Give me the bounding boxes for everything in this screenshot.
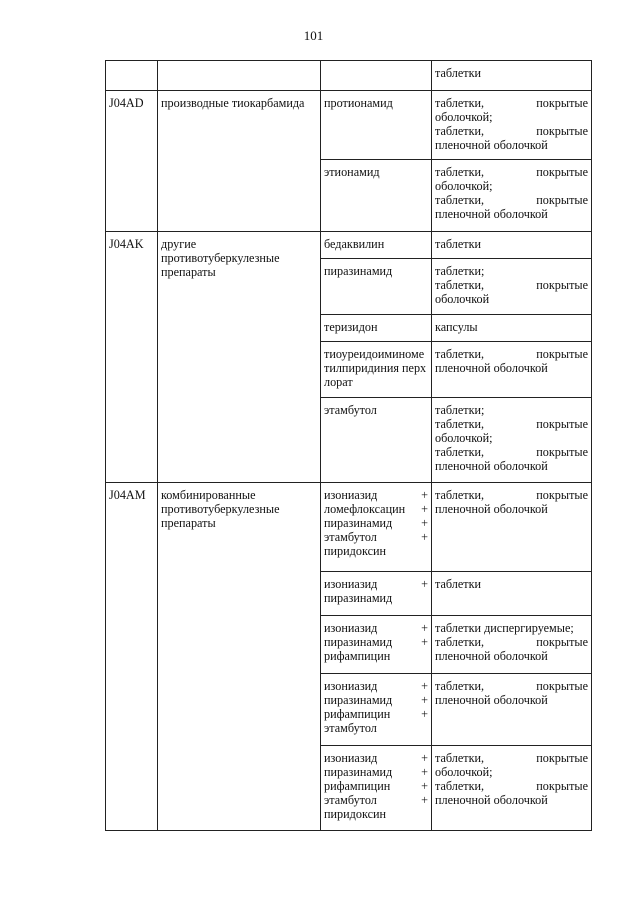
drug-line	[324, 707, 428, 721]
form-word: покрытые	[536, 347, 588, 361]
drug-name: теризидон	[324, 320, 378, 334]
group-name-cell: другие противотуберкулезные препараты	[158, 232, 321, 483]
drug-line	[324, 751, 428, 765]
form-line	[435, 292, 588, 306]
form-line	[435, 765, 588, 779]
drug-name: этамбутол	[324, 793, 377, 807]
drug-line	[324, 679, 428, 693]
table-body	[106, 61, 592, 831]
form-word: таблетки,	[435, 96, 485, 110]
drug-line	[324, 320, 428, 334]
group-name-cell	[158, 61, 321, 91]
form-word: таблетки	[435, 577, 482, 591]
form-word: пленочной оболочкой	[435, 649, 548, 663]
form-line	[435, 693, 588, 707]
form-line	[435, 779, 588, 793]
drug-name: тиоуреидоиминометилпиридиния перхлорат	[324, 347, 427, 389]
dosage-form-cell	[432, 160, 592, 232]
drug-name: ломефлоксацин	[324, 502, 406, 516]
form-word: покрытые	[536, 193, 588, 207]
drug-table	[105, 60, 592, 831]
form-word: таблетки	[435, 237, 482, 251]
drug-name: изониазид	[324, 621, 378, 635]
form-word: пленочной оболочкой	[435, 793, 548, 807]
atc-code-cell	[106, 61, 158, 91]
form-word: покрытые	[536, 751, 588, 765]
drug-line	[324, 621, 428, 635]
drug-name-cell	[321, 674, 432, 746]
form-word: покрытые	[536, 679, 588, 693]
drug-name-cell	[321, 572, 432, 616]
plus-sign: +	[421, 621, 428, 635]
drug-name: изониазид	[324, 577, 378, 591]
form-word: таблетки;	[435, 403, 485, 417]
form-word: покрытые	[536, 165, 588, 179]
form-line	[435, 417, 588, 431]
drug-line	[324, 779, 428, 793]
dosage-form-cell	[432, 232, 592, 259]
drug-name: пиразинамид	[324, 591, 393, 605]
plus-sign: +	[421, 793, 428, 807]
plus-sign: +	[421, 679, 428, 693]
form-line	[435, 96, 588, 110]
table-row	[106, 61, 592, 91]
drug-name-cell	[321, 483, 432, 572]
form-word: пленочной оболочкой	[435, 459, 548, 473]
form-word: покрытые	[536, 488, 588, 502]
form-line	[435, 635, 588, 649]
dosage-form-cell	[432, 746, 592, 831]
drug-name: пиразинамид	[324, 635, 393, 649]
form-word: оболочкой;	[435, 110, 493, 124]
drug-name: протионамид	[324, 96, 393, 110]
dosage-form-cell	[432, 616, 592, 674]
form-word: таблетки	[435, 66, 482, 80]
form-word: оболочкой;	[435, 179, 493, 193]
form-line	[435, 502, 588, 516]
dosage-form-cell	[432, 61, 592, 91]
form-word: пленочной оболочкой	[435, 693, 548, 707]
form-line	[435, 320, 588, 334]
drug-line	[324, 577, 428, 591]
plus-sign: +	[421, 707, 428, 721]
drug-name: пиразинамид	[324, 693, 393, 707]
form-word: оболочкой;	[435, 431, 493, 445]
form-line	[435, 679, 588, 693]
drug-name: этамбутол	[324, 721, 377, 735]
drug-name-cell	[321, 91, 432, 160]
form-word: таблетки,	[435, 445, 485, 459]
form-word: покрытые	[536, 445, 588, 459]
drug-name: пиридоксин	[324, 544, 387, 558]
form-line	[435, 347, 588, 361]
drug-name: пиразинамид	[324, 516, 393, 530]
form-word: капсулы	[435, 320, 478, 334]
form-line	[435, 751, 588, 765]
plus-sign: +	[421, 502, 428, 516]
form-word: пленочной оболочкой	[435, 502, 548, 516]
form-word: таблетки;	[435, 264, 485, 278]
drug-line	[324, 544, 428, 558]
drug-line	[324, 765, 428, 779]
form-word: таблетки,	[435, 488, 485, 502]
form-word: таблетки,	[435, 679, 485, 693]
drug-name: изониазид	[324, 751, 378, 765]
form-line	[435, 138, 588, 152]
drug-line	[324, 347, 428, 389]
form-word: таблетки,	[435, 278, 485, 292]
dosage-form-cell	[432, 398, 592, 483]
drug-line	[324, 721, 428, 735]
dosage-form-cell	[432, 572, 592, 616]
form-line	[435, 124, 588, 138]
form-line	[435, 179, 588, 193]
table-row	[106, 483, 592, 572]
dosage-form-cell	[432, 315, 592, 342]
drug-name-cell	[321, 61, 432, 91]
drug-name: этионамид	[324, 165, 380, 179]
dosage-form-cell	[432, 483, 592, 572]
form-word: оболочкой;	[435, 765, 493, 779]
form-word: таблетки,	[435, 347, 485, 361]
form-line	[435, 361, 588, 375]
form-line	[435, 66, 588, 80]
drug-line	[324, 591, 428, 605]
form-line	[435, 459, 588, 473]
drug-name: изониазид	[324, 488, 378, 502]
drug-name-cell	[321, 342, 432, 398]
plus-sign: +	[421, 751, 428, 765]
drug-line	[324, 237, 428, 251]
drug-name: рифампицин	[324, 707, 391, 721]
plus-sign: +	[421, 779, 428, 793]
form-word: таблетки,	[435, 165, 485, 179]
form-word: таблетки,	[435, 193, 485, 207]
drug-line	[324, 530, 428, 544]
plus-sign: +	[421, 516, 428, 530]
drug-name: пиридоксин	[324, 807, 387, 821]
form-line	[435, 649, 588, 663]
table-row	[106, 232, 592, 259]
form-line	[435, 403, 588, 417]
form-line	[435, 278, 588, 292]
drug-name: изониазид	[324, 679, 378, 693]
plus-sign: +	[421, 693, 428, 707]
form-word: пленочной оболочкой	[435, 138, 548, 152]
form-line	[435, 488, 588, 502]
drug-line	[324, 96, 428, 110]
form-word: покрытые	[536, 124, 588, 138]
form-line	[435, 165, 588, 179]
drug-name-cell	[321, 398, 432, 483]
drug-name: пиразинамид	[324, 765, 393, 779]
drug-line	[324, 516, 428, 530]
drug-line	[324, 649, 428, 663]
form-word: таблетки,	[435, 751, 485, 765]
drug-line	[324, 793, 428, 807]
drug-line	[324, 693, 428, 707]
form-line	[435, 193, 588, 207]
drug-name-cell	[321, 616, 432, 674]
group-name-cell: комбинированные противотуберкулезные препараты	[158, 483, 321, 831]
form-word: пленочной оболочкой	[435, 207, 548, 221]
dosage-form-cell	[432, 91, 592, 160]
plus-sign: +	[421, 635, 428, 649]
drug-line	[324, 165, 428, 179]
form-word: покрытые	[536, 779, 588, 793]
form-word: покрытые	[536, 635, 588, 649]
form-word: таблетки,	[435, 635, 485, 649]
form-line	[435, 264, 588, 278]
form-line	[435, 110, 588, 124]
dosage-form-cell	[432, 342, 592, 398]
dosage-form-cell	[432, 259, 592, 315]
drug-line	[324, 264, 428, 278]
table-row	[106, 91, 592, 160]
form-line	[435, 431, 588, 445]
form-word: таблетки,	[435, 417, 485, 431]
drug-name: рифампицин	[324, 649, 391, 663]
form-word: покрытые	[536, 96, 588, 110]
plus-sign: +	[421, 530, 428, 544]
form-word: таблетки диспергируемые;	[435, 621, 574, 635]
drug-name-cell	[321, 315, 432, 342]
drug-name: этамбутол	[324, 530, 377, 544]
drug-name-cell	[321, 232, 432, 259]
form-line	[435, 577, 588, 591]
drug-line	[324, 502, 428, 516]
form-word: таблетки,	[435, 779, 485, 793]
plus-sign: +	[421, 577, 428, 591]
form-word: покрытые	[536, 278, 588, 292]
plus-sign: +	[421, 488, 428, 502]
atc-code-cell: J04AD	[106, 91, 158, 232]
plus-sign: +	[421, 765, 428, 779]
drug-name: рифампицин	[324, 779, 391, 793]
form-line	[435, 445, 588, 459]
drug-name: пиразинамид	[324, 264, 393, 278]
atc-code-cell: J04AM	[106, 483, 158, 831]
drug-line	[324, 403, 428, 417]
drug-name-cell	[321, 746, 432, 831]
form-line	[435, 207, 588, 221]
drug-line	[324, 807, 428, 821]
dosage-form-cell	[432, 674, 592, 746]
atc-code-cell: J04AK	[106, 232, 158, 483]
form-line	[435, 621, 588, 635]
drug-name: этамбутол	[324, 403, 377, 417]
form-word: оболочкой	[435, 292, 490, 306]
page-number: 101	[303, 28, 324, 43]
form-word: покрытые	[536, 417, 588, 431]
drug-line	[324, 488, 428, 502]
drug-name-cell	[321, 259, 432, 315]
form-line	[435, 793, 588, 807]
drug-name-cell	[321, 160, 432, 232]
form-word: таблетки,	[435, 124, 485, 138]
group-name-cell: производные тиокарбамида	[158, 91, 321, 232]
form-line	[435, 237, 588, 251]
drug-name: бедаквилин	[324, 237, 385, 251]
form-word: пленочной оболочкой	[435, 361, 548, 375]
drug-line	[324, 635, 428, 649]
